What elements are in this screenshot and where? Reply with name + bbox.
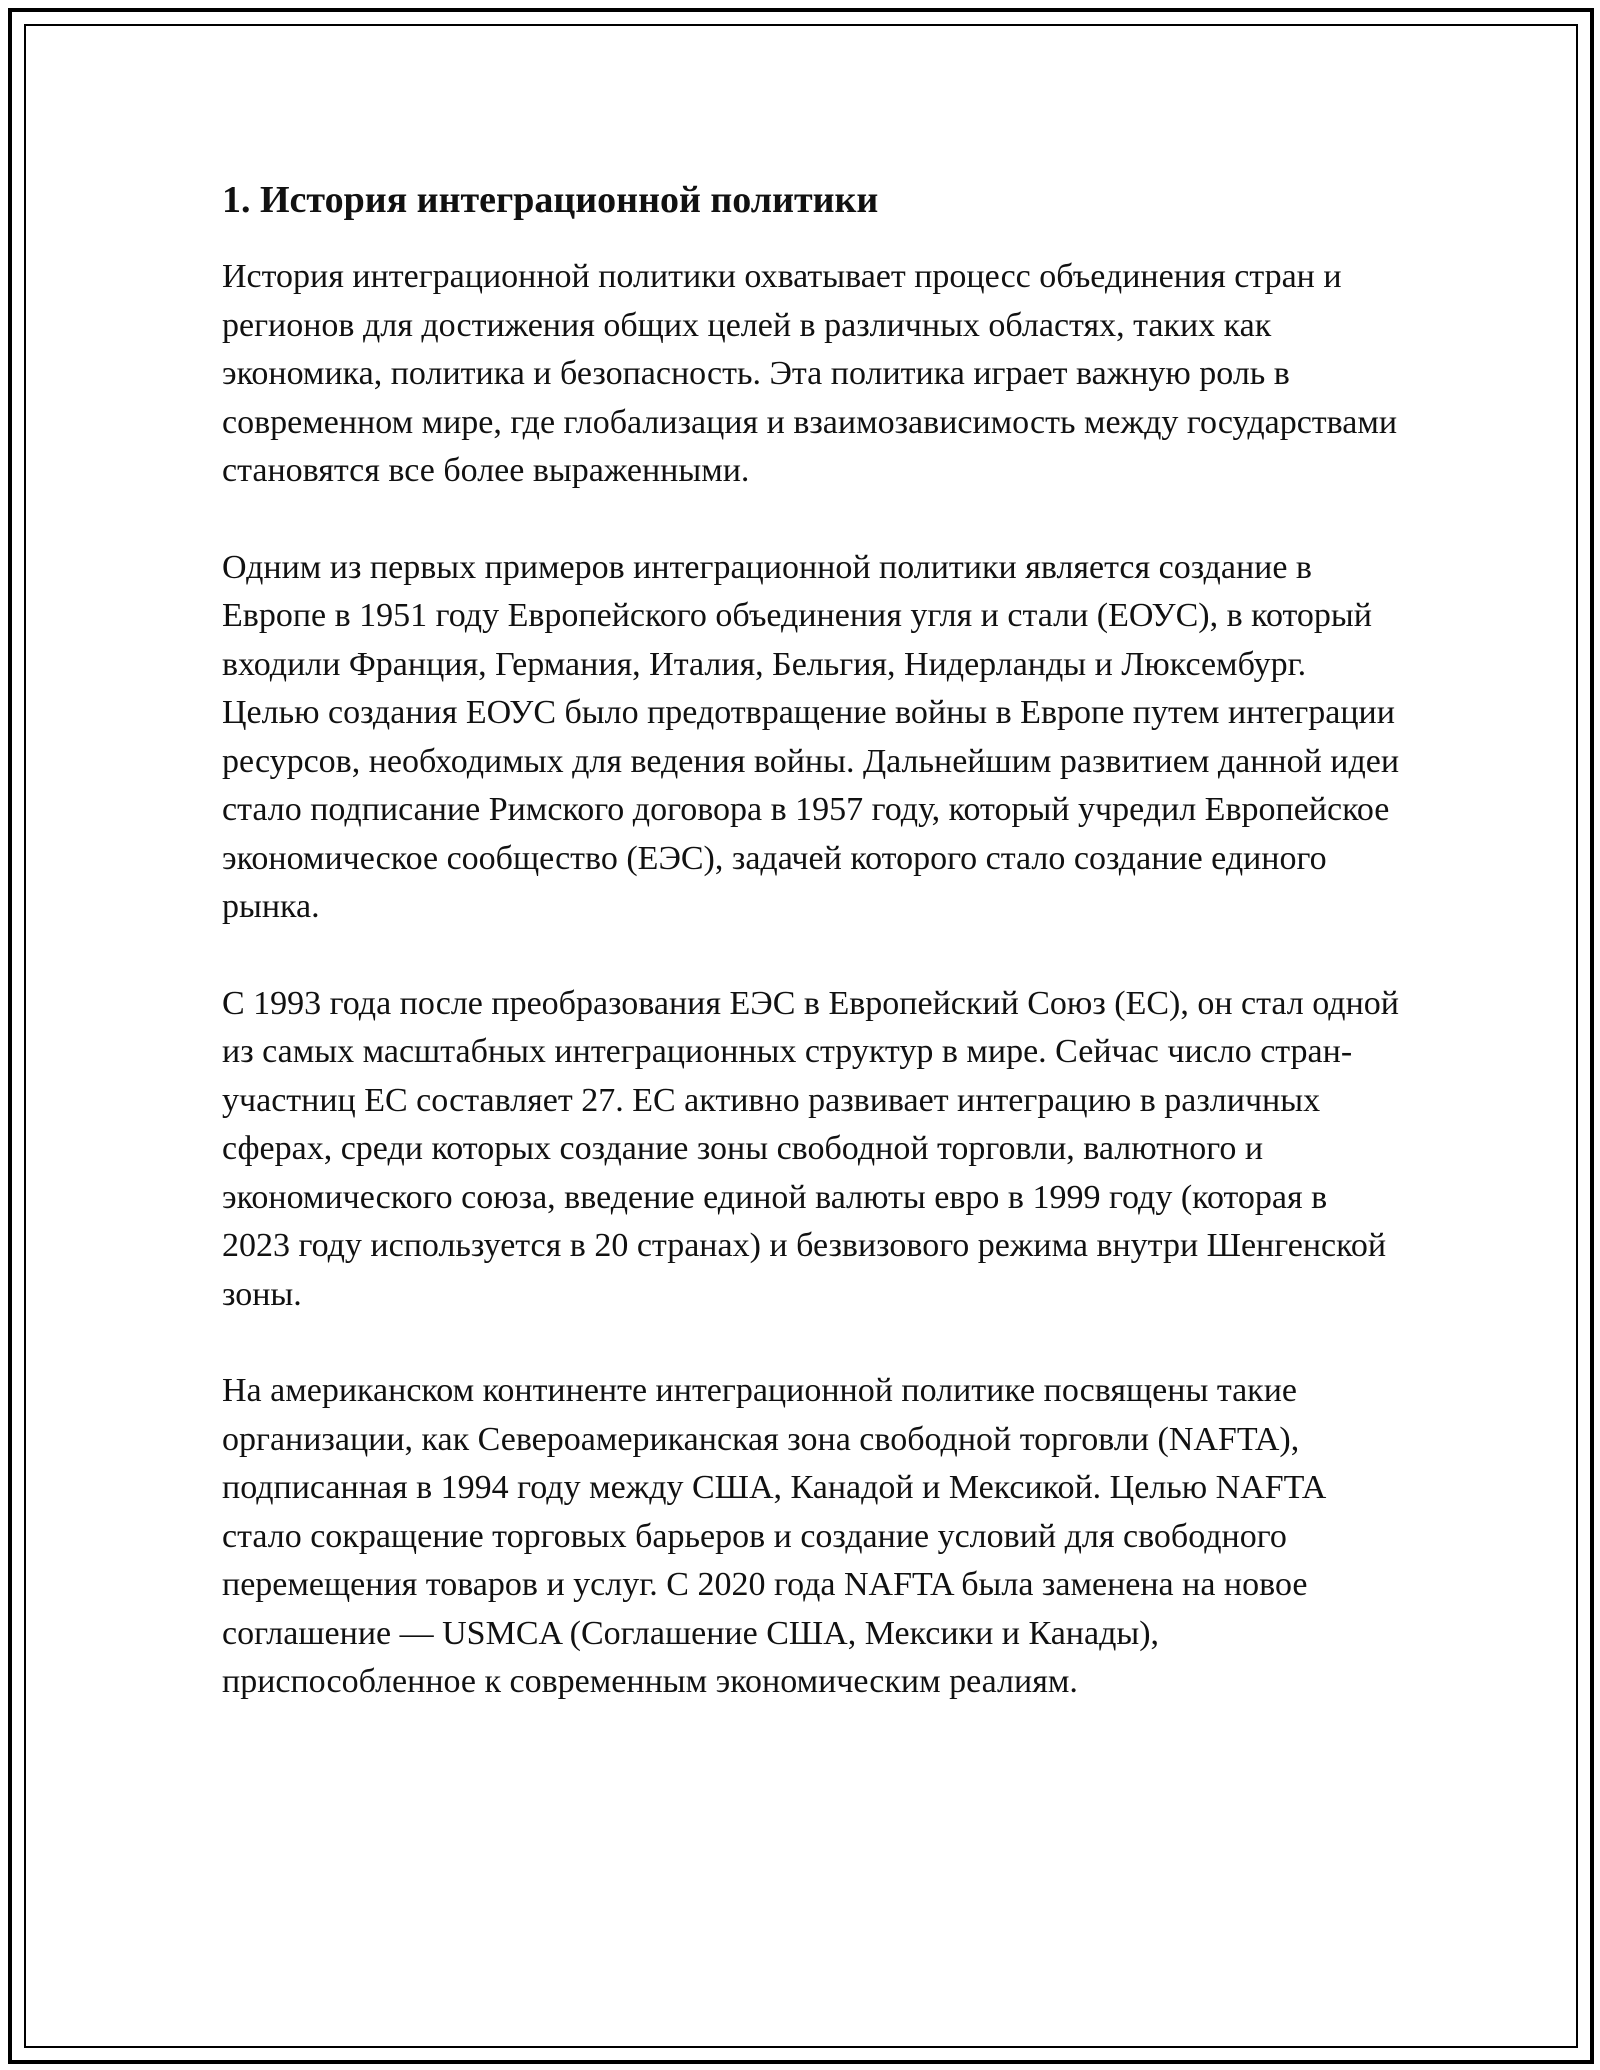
section-heading: 1. История интеграционной политики: [222, 179, 879, 221]
paragraph-4: На американском континенте интеграционной политике посвящены такие организации, как Североамериканская зона свободной торговли (NAFTA), подписанная в 1994 году между США, Канадой и Мексикой. Целью NAFTA стало сокращение торговых барьеров и создание условий для свободного перемещения товаров и услуг. С 2020 года NAFTA была заменена на новое соглашение — USMCA (Соглашение США, Мексики и Канады), приспособленное к современным экономическим реалиям.: [222, 1372, 1325, 1701]
paragraph-3: С 1993 года после преобразования ЕЭС в Европейский Союз (ЕС), он стал одной из самых масштабных интеграционных структур в мире. Сейчас число стран-участниц ЕС составляет 27. ЕС активно развивает интеграцию в различных сферах, среди которых создание зоны свободной торговли, валютного и экономического союза, введение единой валюты евро в 1999 году (которая в 2023 году используется в 20 странах) и безвизового режима внутри Шенгенской зоны.: [222, 984, 1399, 1313]
document-body: [222, 176, 1402, 1707]
paragraph-1: История интеграционной политики охватывает процесс объединения стран и регионов для достижения общих целей в различных областях, таких как экономика, политика и безопасность. Эта политика играет важную роль в современном мире, где глобализация и взаимозависимость между государствами становятся все более выраженными.: [222, 258, 1398, 490]
paragraph-2: Одним из первых примеров интеграционной политики является создание в Европе в 1951 году Европейского объединения угля и стали (ЕОУС), в который входили Франция, Германия, Италия, Бельгия, Нидерланды и Люксембург. Целью создания ЕОУС было предотвращение войны в Европе путем интеграции ресурсов, необходимых для ведения войны. Дальнейшим развитием данной идеи стало подписание Римского договора в 1957 году, который учредил Европейское экономическое сообщество (ЕЭС), задачей которого стало создание единого рынка.: [222, 548, 1400, 926]
